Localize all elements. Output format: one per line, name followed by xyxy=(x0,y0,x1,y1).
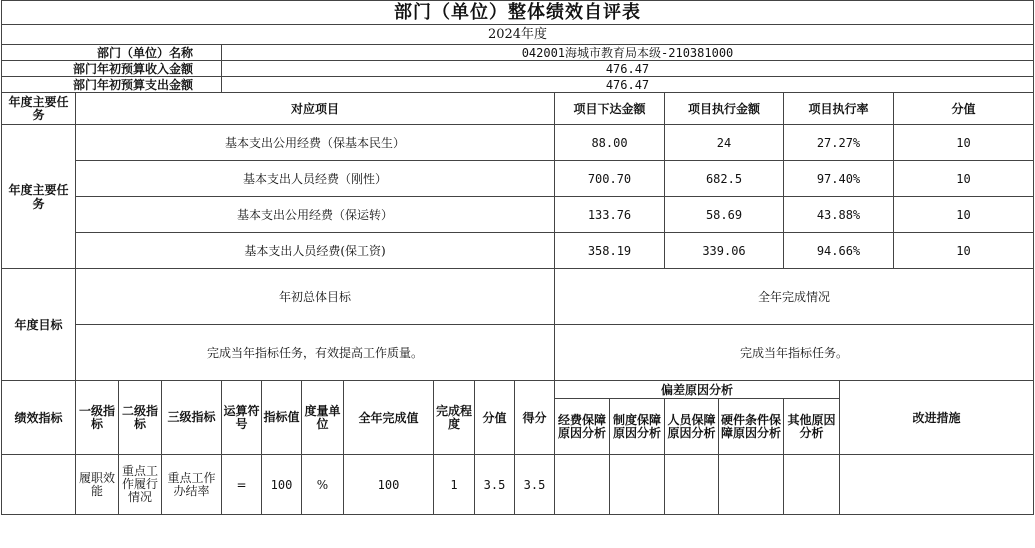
tasks-side-label: 年度主要任务 xyxy=(2,125,76,269)
tasks-header-side: 年度主要任务 xyxy=(2,93,76,125)
task-rate: 27.27% xyxy=(784,125,894,161)
ind-header-operator: 运算符号 xyxy=(222,381,262,455)
task-score-value: 10 xyxy=(894,233,1034,269)
task-project: 基本支出公用经费（保基本民生） xyxy=(76,125,555,161)
ind-degree: 1 xyxy=(434,455,475,515)
income-label: 部门年初预算收入金额 xyxy=(2,61,222,77)
ind-header-target: 指标值 xyxy=(262,381,302,455)
ind-reason-system xyxy=(610,455,665,515)
ind-header-measures: 改进措施 xyxy=(840,381,1034,455)
ind-header-reason-system: 制度保障原因分析 xyxy=(610,399,665,455)
table-row xyxy=(2,455,1034,515)
ind-header-reason-staff: 人员保障原因分析 xyxy=(665,399,719,455)
evaluation-table xyxy=(1,0,1034,515)
report-year: 2024年度 xyxy=(2,25,1034,45)
task-issued: 88.00 xyxy=(555,125,665,161)
task-issued: 358.19 xyxy=(555,233,665,269)
ind-header-deviation: 偏差原因分析 xyxy=(555,381,840,399)
ind-header-reason-hardware: 硬件条件保障原因分析 xyxy=(719,399,784,455)
tasks-header-executed: 项目执行金额 xyxy=(665,93,784,125)
task-score-value: 10 xyxy=(894,161,1034,197)
ind-score-value: 3.5 xyxy=(475,455,515,515)
ind-level3: 重点工作办结率 xyxy=(162,455,222,515)
ind-target: 100 xyxy=(262,455,302,515)
table-row xyxy=(2,233,1034,269)
ind-score: 3.5 xyxy=(515,455,555,515)
ind-header-actual: 全年完成值 xyxy=(344,381,434,455)
tasks-header-rate: 项目执行率 xyxy=(784,93,894,125)
ind-header-unit: 度量单位 xyxy=(302,381,344,455)
ind-side-empty xyxy=(2,455,76,515)
income-value: 476.47 xyxy=(222,61,1034,77)
ind-unit: % xyxy=(302,455,344,515)
tasks-header-project: 对应项目 xyxy=(76,93,555,125)
self-evaluation-sheet xyxy=(1,0,1033,515)
goals-completion-text: 完成当年指标任务。 xyxy=(555,325,1034,381)
table-row xyxy=(2,197,1034,233)
task-score-value: 10 xyxy=(894,197,1034,233)
ind-header-level1: 一级指标 xyxy=(76,381,119,455)
task-project: 基本支出公用经费（保运转） xyxy=(76,197,555,233)
dept-name-label: 部门（单位）名称 xyxy=(2,45,222,61)
ind-operator: = xyxy=(222,455,262,515)
task-issued: 700.70 xyxy=(555,161,665,197)
goals-side-label: 年度目标 xyxy=(2,269,76,381)
ind-level2: 重点工作履行情况 xyxy=(119,455,162,515)
ind-header-degree: 完成程度 xyxy=(434,381,475,455)
indicators-side-label: 绩效指标 xyxy=(2,381,76,455)
ind-reason-other xyxy=(784,455,840,515)
tasks-header-score-value: 分值 xyxy=(894,93,1034,125)
ind-header-score-value: 分值 xyxy=(475,381,515,455)
table-row xyxy=(2,161,1034,197)
ind-actual: 100 xyxy=(344,455,434,515)
task-rate: 43.88% xyxy=(784,197,894,233)
ind-measures xyxy=(840,455,1034,515)
goals-initial-header: 年初总体目标 xyxy=(76,269,555,325)
task-executed: 339.06 xyxy=(665,233,784,269)
task-executed: 24 xyxy=(665,125,784,161)
task-executed: 682.5 xyxy=(665,161,784,197)
ind-reason-funding xyxy=(555,455,610,515)
task-project: 基本支出人员经费（刚性） xyxy=(76,161,555,197)
expense-value: 476.47 xyxy=(222,77,1034,93)
task-executed: 58.69 xyxy=(665,197,784,233)
goals-completion-header: 全年完成情况 xyxy=(555,269,1034,325)
task-rate: 94.66% xyxy=(784,233,894,269)
expense-label: 部门年初预算支出金额 xyxy=(2,77,222,93)
goals-initial-text: 完成当年指标任务，有效提高工作质量。 xyxy=(76,325,555,381)
dept-name-value: 042001海城市教育局本级-210381000 xyxy=(222,45,1034,61)
ind-reason-hardware xyxy=(719,455,784,515)
ind-reason-staff xyxy=(665,455,719,515)
page-title: 部门（单位）整体绩效自评表 xyxy=(2,1,1034,25)
task-score-value: 10 xyxy=(894,125,1034,161)
tasks-header-issued: 项目下达金额 xyxy=(555,93,665,125)
ind-header-score: 得分 xyxy=(515,381,555,455)
task-issued: 133.76 xyxy=(555,197,665,233)
table-row xyxy=(2,125,1034,161)
task-rate: 97.40% xyxy=(784,161,894,197)
task-project: 基本支出人员经费(保工资) xyxy=(76,233,555,269)
ind-header-level3: 三级指标 xyxy=(162,381,222,455)
ind-header-reason-funding: 经费保障原因分析 xyxy=(555,399,610,455)
ind-header-reason-other: 其他原因分析 xyxy=(784,399,840,455)
ind-level1: 履职效能 xyxy=(76,455,119,515)
ind-header-level2: 二级指标 xyxy=(119,381,162,455)
